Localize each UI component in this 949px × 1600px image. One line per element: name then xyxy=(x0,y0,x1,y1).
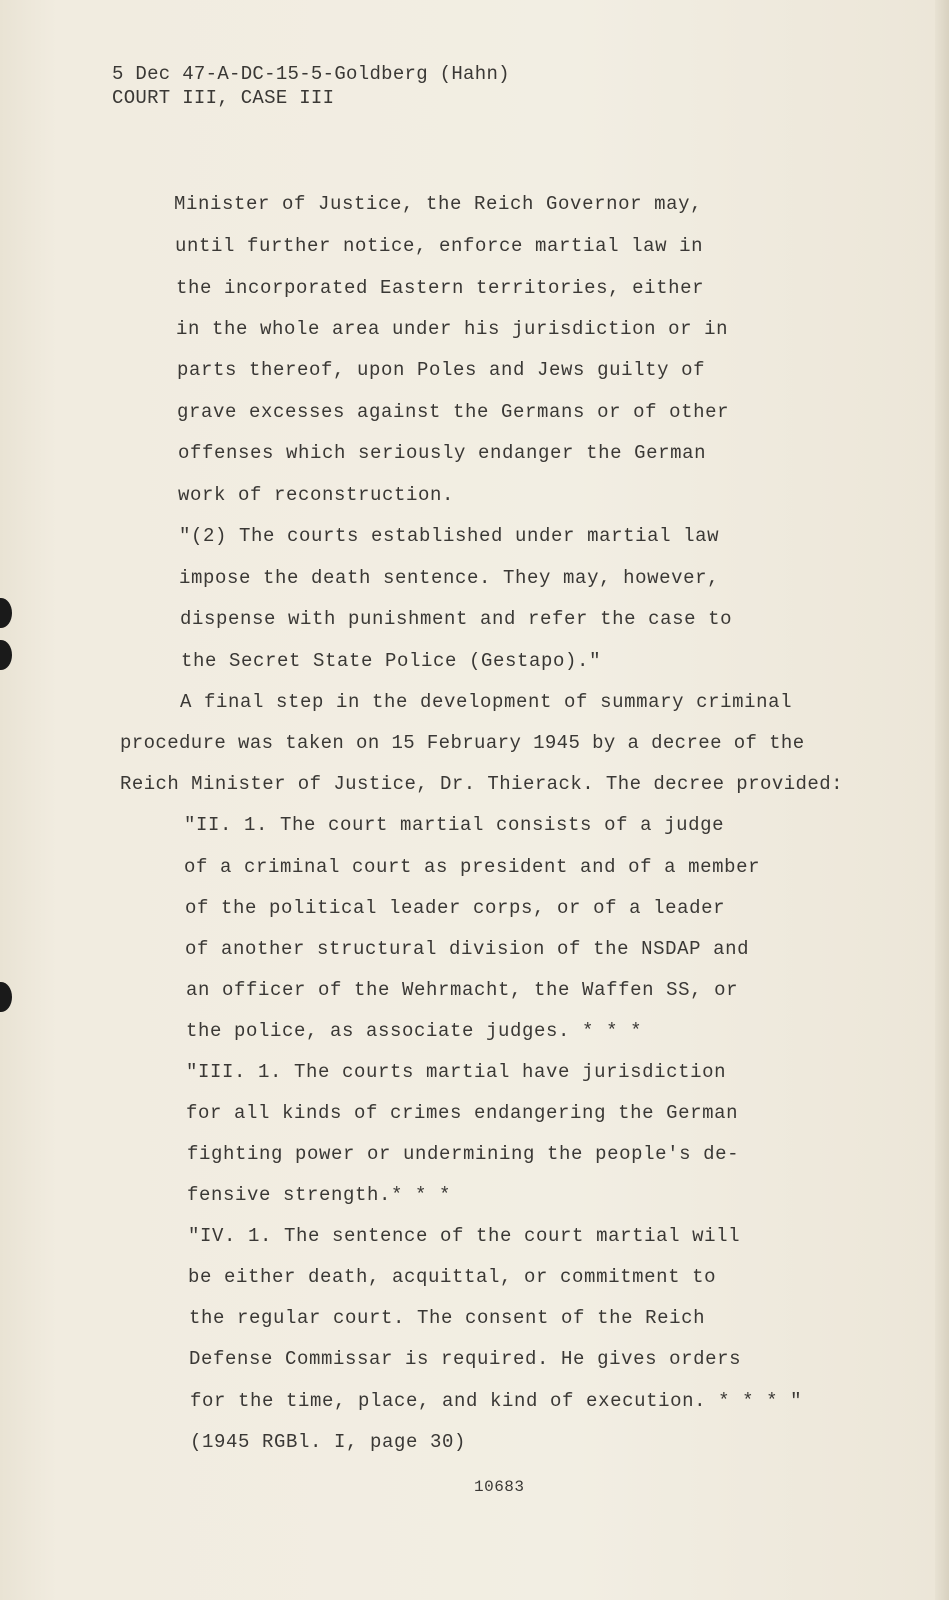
text-line: in the whole area under his jurisdiction or in xyxy=(176,318,729,340)
binding-hole xyxy=(0,598,12,628)
text-line: the Secret State Police (Gestapo)." xyxy=(181,650,602,672)
text-line: for the time, place, and kind of execution. * * * " xyxy=(190,1390,803,1412)
text-line: for all kinds of crimes endangering the German xyxy=(186,1102,739,1124)
text-line: "III. 1. The courts martial have jurisdiction xyxy=(186,1061,727,1083)
text-line: procedure was taken on 15 February 1945 by a decree of the xyxy=(120,732,805,754)
text-line: offenses which seriously endanger the German xyxy=(178,442,707,464)
text-line: fensive strength.* * * xyxy=(187,1184,452,1206)
text-line: the incorporated Eastern territories, either xyxy=(176,277,705,299)
text-line: work of reconstruction. xyxy=(178,484,455,506)
text-line: until further notice, enforce martial law in xyxy=(175,235,704,257)
text-line: of the political leader corps, or of a leader xyxy=(185,897,726,919)
binding-hole xyxy=(0,982,12,1012)
header-reference: 5 Dec 47-A-DC-15-5-Goldberg (Hahn) xyxy=(112,63,510,85)
page-number: 10683 xyxy=(474,1478,525,1496)
text-line: impose the death sentence. They may, however, xyxy=(179,567,720,589)
page-edge xyxy=(935,0,949,1600)
text-line: Reich Minister of Justice, Dr. Thierack. The decree provided: xyxy=(120,773,843,795)
text-line: the regular court. The consent of the Reich xyxy=(189,1307,706,1329)
text-line: an officer of the Wehrmacht, the Waffen SS, or xyxy=(186,979,739,1001)
text-line: parts thereof, upon Poles and Jews guilty of xyxy=(177,359,706,381)
text-line: "II. 1. The court martial consists of a judge xyxy=(184,814,725,836)
text-line: of another structural division of the NSDAP and xyxy=(185,938,750,960)
text-line: "IV. 1. The sentence of the court martial will xyxy=(188,1225,741,1247)
text-line: grave excesses against the Germans or of other xyxy=(177,401,730,423)
text-line: be either death, acquittal, or commitment to xyxy=(188,1266,717,1288)
binding-hole xyxy=(0,640,12,670)
text-line: A final step in the development of summary criminal xyxy=(180,691,793,713)
text-line: fighting power or undermining the people's de- xyxy=(187,1143,740,1165)
text-line: (1945 RGBl. I, page 30) xyxy=(190,1431,467,1453)
text-line: Defense Commissar is required. He gives orders xyxy=(189,1348,742,1370)
document-header xyxy=(112,62,510,110)
text-line: of a criminal court as president and of a member xyxy=(184,856,761,878)
header-court: COURT III, CASE III xyxy=(112,87,335,109)
text-line: the police, as associate judges. * * * xyxy=(186,1020,643,1042)
text-line: dispense with punishment and refer the case to xyxy=(180,608,733,630)
text-line: "(2) The courts established under martial law xyxy=(179,525,720,547)
text-line: Minister of Justice, the Reich Governor may, xyxy=(174,193,703,215)
